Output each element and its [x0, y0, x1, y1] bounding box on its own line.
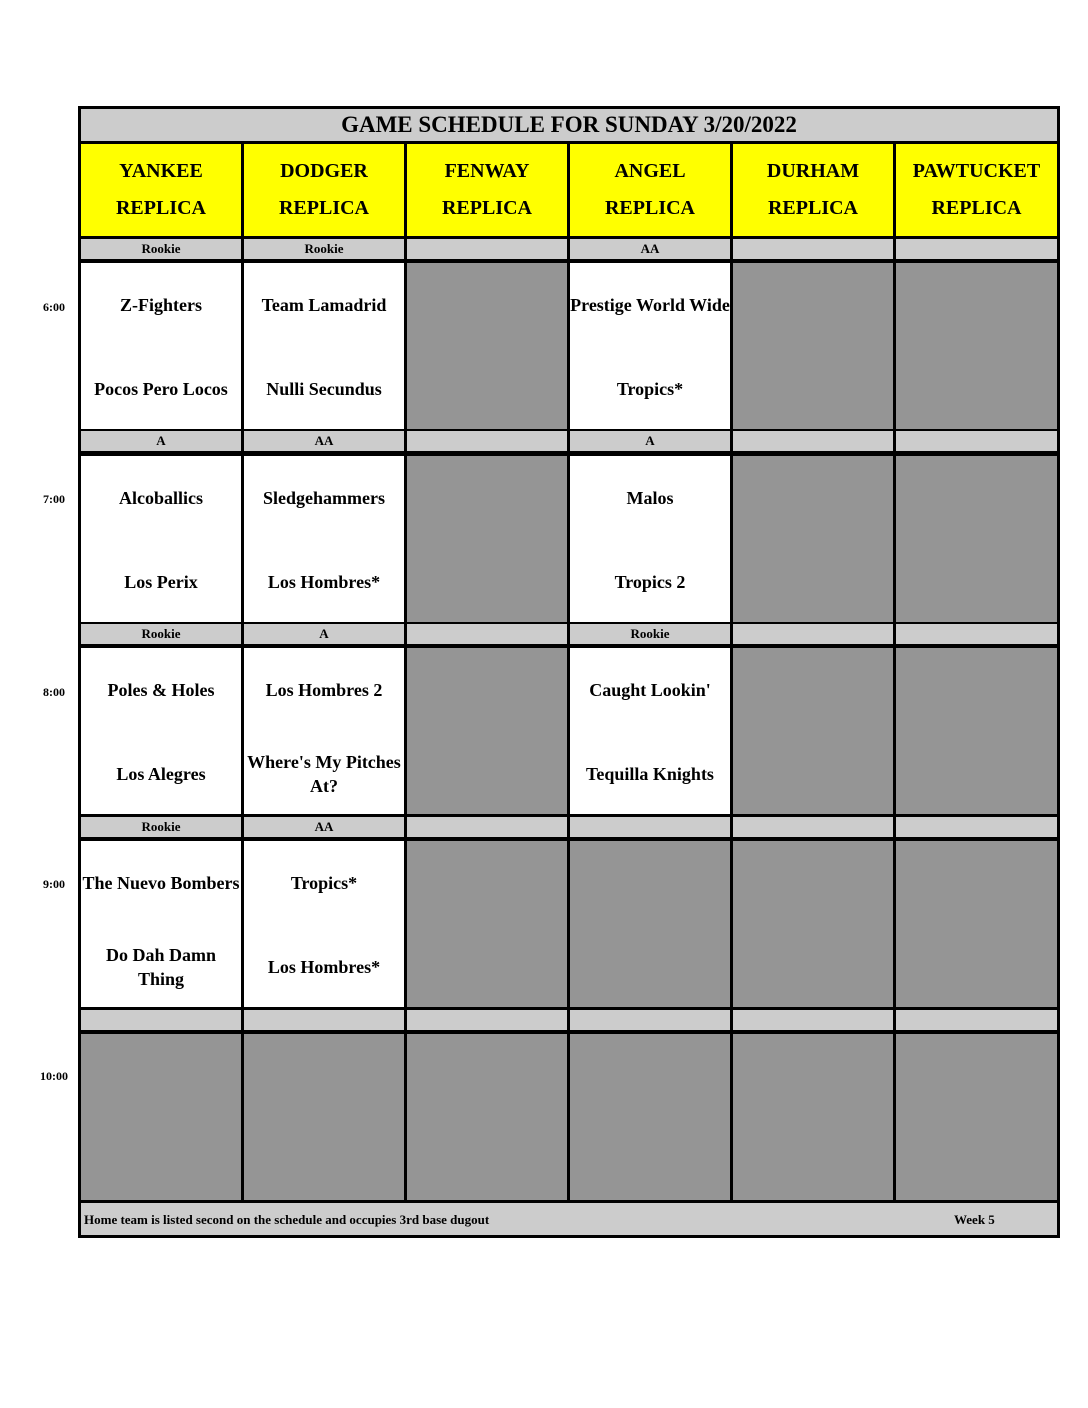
home-team: Nulli Secundus	[266, 379, 382, 399]
empty-slot	[407, 263, 567, 429]
division-label	[407, 239, 567, 259]
field-name: YANKEE	[119, 160, 203, 182]
division-label	[570, 817, 730, 837]
home-team: Do Dah Damn Thing	[105, 945, 216, 989]
home-team: Los Alegres	[116, 764, 206, 784]
division-label	[733, 431, 893, 451]
division-label	[81, 1010, 241, 1030]
time-label: 9:00	[43, 877, 65, 891]
home-team: Los Perix	[124, 572, 198, 592]
empty-slot	[896, 263, 1057, 429]
empty-slot	[733, 841, 893, 1007]
division-label	[407, 624, 567, 644]
home-team: Tropics*	[616, 379, 684, 399]
away-team: Malos	[626, 488, 674, 508]
field-subtitle: REPLICA	[604, 197, 695, 219]
division-label: Rookie	[81, 239, 241, 259]
field-subtitle: REPLICA	[278, 197, 369, 219]
division-label	[896, 239, 1057, 259]
division-label	[733, 624, 893, 644]
empty-slot	[733, 648, 893, 814]
division-label: AA	[244, 817, 404, 837]
home-team: Tequilla Knights	[586, 764, 714, 784]
division-label	[896, 1010, 1057, 1030]
empty-slot	[896, 456, 1057, 622]
field-header-angel	[570, 144, 730, 236]
field-subtitle: REPLICA	[115, 197, 206, 219]
field-header-fenway	[407, 144, 567, 236]
empty-slot	[407, 841, 567, 1007]
field-subtitle: REPLICA	[767, 197, 858, 219]
empty-slot	[244, 1034, 404, 1200]
away-team: Sledgehammers	[263, 488, 385, 508]
week-label: Week 5	[954, 1212, 995, 1227]
empty-slot	[570, 1034, 730, 1200]
field-header-yankee	[81, 144, 241, 236]
schedule-footer	[81, 1203, 1057, 1235]
time-label: 7:00	[43, 492, 65, 506]
field-header-pawtucket	[896, 144, 1057, 236]
home-team: Pocos Pero Locos	[94, 379, 228, 399]
division-label	[733, 817, 893, 837]
field-name: DURHAM	[766, 160, 860, 182]
game-cell	[570, 648, 730, 814]
division-label: A	[244, 624, 404, 644]
game-cell	[244, 263, 404, 429]
empty-slot	[407, 648, 567, 814]
away-team: Team Lamadrid	[261, 295, 387, 315]
empty-slot	[570, 841, 730, 1007]
division-label: AA	[244, 431, 404, 451]
division-label: AA	[570, 239, 730, 259]
empty-slot	[896, 841, 1057, 1007]
game-cell	[81, 263, 241, 429]
away-team: Alcoballics	[119, 488, 203, 508]
home-team: Los Hombres*	[267, 572, 381, 592]
home-team: Where's My Pitches At?	[247, 752, 401, 796]
schedule-table	[78, 106, 1060, 1238]
division-label: Rookie	[81, 624, 241, 644]
division-label	[407, 431, 567, 451]
away-team: Los Hombres 2	[265, 680, 383, 700]
division-label	[733, 239, 893, 259]
division-label	[407, 1010, 567, 1030]
division-label: Rookie	[81, 817, 241, 837]
division-label: A	[81, 431, 241, 451]
empty-slot	[733, 1034, 893, 1200]
field-name: FENWAY	[444, 160, 530, 182]
division-label	[407, 817, 567, 837]
field-subtitle: REPLICA	[441, 197, 532, 219]
division-label	[244, 1010, 404, 1030]
game-cell	[81, 648, 241, 814]
away-team: Caught Lookin'	[589, 680, 711, 700]
game-cell	[570, 456, 730, 622]
away-team: Poles & Holes	[107, 680, 215, 700]
home-team: Los Hombres*	[267, 957, 381, 977]
empty-slot	[407, 456, 567, 622]
schedule-title: GAME SCHEDULE FOR SUNDAY 3/20/2022	[81, 109, 1057, 141]
empty-slot	[733, 263, 893, 429]
game-cell	[244, 648, 404, 814]
field-header-dodger	[244, 144, 404, 236]
division-label: Rookie	[244, 239, 404, 259]
empty-slot	[407, 1034, 567, 1200]
away-team: Z-Fighters	[120, 295, 202, 315]
home-team: Tropics 2	[614, 572, 686, 592]
footer-note: Home team is listed second on the schedule and occupies 3rd base dugout	[84, 1212, 490, 1227]
field-header-durham	[733, 144, 893, 236]
game-cell	[81, 841, 241, 1007]
game-cell	[570, 263, 730, 429]
empty-slot	[81, 1034, 241, 1200]
time-label: 8:00	[43, 685, 65, 699]
division-label: Rookie	[570, 624, 730, 644]
time-label: 10:00	[40, 1069, 68, 1083]
division-label	[570, 1010, 730, 1030]
game-cell	[244, 456, 404, 622]
empty-slot	[896, 1034, 1057, 1200]
away-team: The Nuevo Bombers	[82, 873, 240, 893]
time-label: 6:00	[43, 300, 65, 314]
division-label	[896, 431, 1057, 451]
field-name: ANGEL	[614, 160, 686, 182]
division-label	[896, 817, 1057, 837]
away-team: Prestige World Wide	[570, 295, 730, 315]
division-label: A	[570, 431, 730, 451]
field-subtitle: REPLICA	[931, 197, 1022, 219]
empty-slot	[896, 648, 1057, 814]
game-cell	[244, 841, 404, 1007]
game-cell	[81, 456, 241, 622]
away-team: Tropics*	[290, 873, 358, 893]
division-label	[733, 1010, 893, 1030]
empty-slot	[733, 456, 893, 622]
field-name: DODGER	[280, 160, 368, 182]
field-name: PAWTUCKET	[912, 160, 1041, 182]
division-label	[896, 624, 1057, 644]
